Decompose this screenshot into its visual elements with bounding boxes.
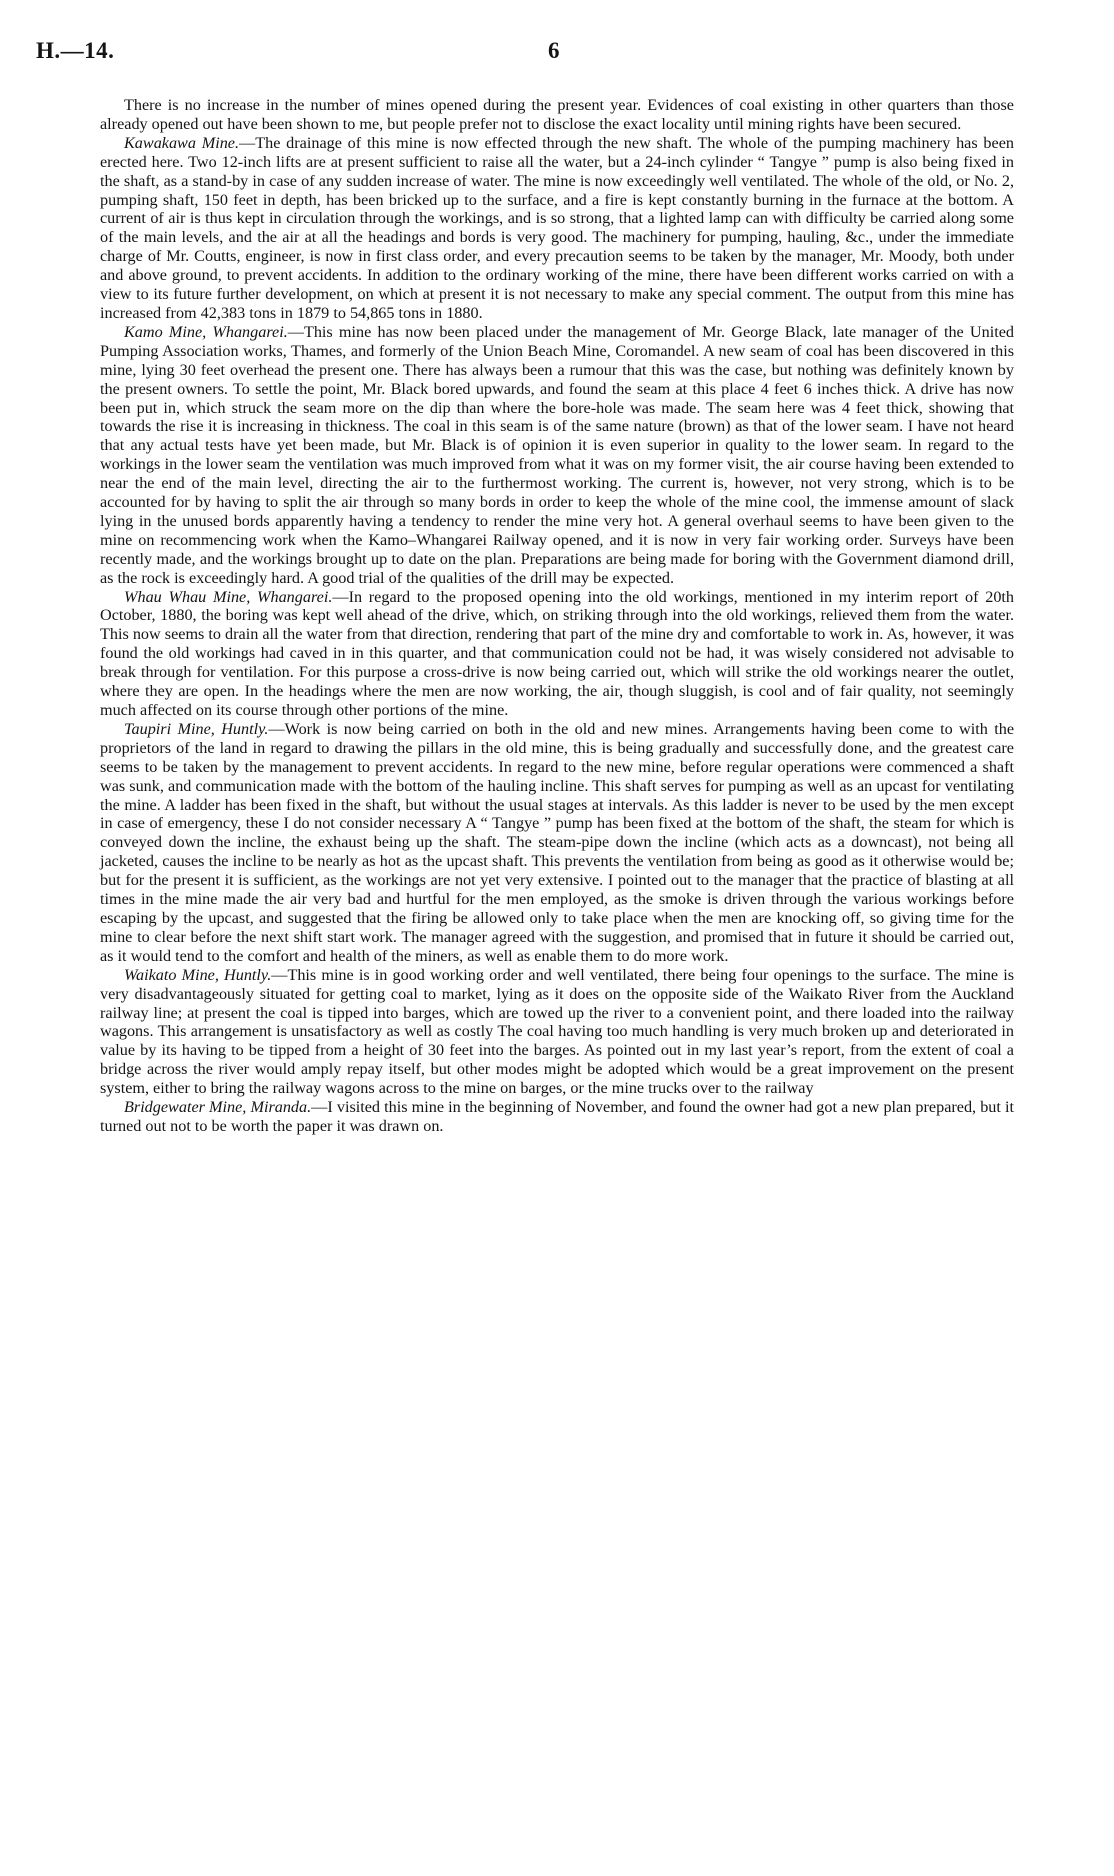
section-heading: Bridgewater Mine, Miranda. (124, 1098, 312, 1117)
paragraph-intro (100, 96, 1014, 134)
paragraph-text: —In regard to the proposed opening into the old workings, mentioned in my interim report of 20th October, 1880, the boring was kept well ahead of the drive, which, on striking through into the old workings, relieved them from the water. This now seems to drain all the water from that direction, rendering that part of the mine dry and comfortable to work in. As, however, it was found the old workings had caved in in this quarter, and that communication could not be had, it was wisely considered not advisable to break through for ventilation. For this purpose a cross-drive is now being carried out, which will strike the old workings nearer the outlet, where they are open. In the headings where the men are now working, the air, though sluggish, is cool and of fair quality, not seemingly much affected on its course through other portions of the mine. (100, 587, 1015, 719)
section-heading: Kamo Mine, Whangarei. (124, 322, 288, 341)
paragraph-taupiri-mine (100, 720, 1014, 966)
paragraph-text: —Work is now being carried on both in the old and new mines. Arrangements having been come to with the proprietors of the land in regard to drawing the pillars in the old mine, this is being gradually and successfully done, and the greatest care seems to be taken by the management to prevent accidents. In regard to the new mine, before regular operations were commenced a shaft was sunk, and communication made with the bottom of the hauling incline. This shaft serves for pumping as well as an upcast for ventilating the mine. A ladder has been fixed in the shaft, but without the usual stages at intervals. As this ladder is never to be used by the men except in case of emergency, these I do not consider necessary A “ Tangye ” pump has been fixed at the bottom of the shaft, the steam for which is conveyed down the incline, the exhaust being up the shaft. The steam-pipe down the incline (which acts as a downcast), not being all jacketed, causes the incline to be nearly as hot as the upcast shaft. This prevents the ventilation from being as good as it otherwise would be; but for the present it is sufficient, as the workings are not yet very extensive. I pointed out to the manager that the practice of blasting at all times in the mine made the air very bad and hurtful for the men employed, as the smoke is driven through the various workings before escaping by the upcast, and suggested that the firing be allowed only to take place when the men are knocking off, so giving time for the mine to clear before the next shift start work. The manager agreed with the suggestion, and promised that in future it should be carried out, as it would tend to the comfort and health of the miners, as well as enable them to do more work. (100, 719, 1015, 965)
paragraph-kawakawa-mine (100, 134, 1014, 323)
section-heading: Kawakawa Mine. (124, 133, 240, 152)
section-heading: Waikato Mine, Huntly. (124, 965, 272, 984)
paragraph-text: —This mine has now been placed under the management of Mr. George Black, late manager of the United Pumping Association works, Thames, and formerly of the Union Beach Mine, Coromandel. A new seam of coal has been discovered in this mine, lying 30 feet overhead the present one. There has always been a rumour that this was the case, but nothing was definitely known by the present owners. To settle the point, Mr. Black bored upwards, and found the seam at this place 4 feet 6 inches thick. A drive has now been put in, which struck the seam more on the dip than where the bore-hole was made. The seam here was 4 feet thick, showing that towards the rise it is increasing in thickness. The coal in this seam is of the same nature (brown) as that of the lower seam. I have not heard that any actual tests have yet been made, but Mr. Black is of opinion it is even superior in quality to the lower seam. In regard to the workings in the lower seam the ventilation was much improved from what it was on my former visit, the air course having been extended to near the end of the main level, directing the air to the furthermost working. The current is, however, not very strong, which is to be accounted for by having to split the air through so many bords in order to keep the whole of the mine cool, the immense amount of slack lying in the unused bords apparently having a tendency to render the mine very hot. A general overhaul seems to have been given to the mine on recommencing work when the Kamo–Whangarei Railway opened, and it is now in very fair working order. Surveys have been recently made, and the workings brought up to date on the plan. Preparations are being made for boring with the Government diamond drill, as the rock is exceedingly hard. A good trial of the qualities of the drill may be expected. (100, 322, 1014, 587)
paragraph-text: —This mine is in good working order and well ventilated, there being four openings to the surface. The mine is very disadvantageously situated for getting coal to market, lying as it does on the opposite side of the Waikato River from the Auckland railway line; at present the coal is tipped into barges, which are towed up the river to a convenient point, and there loaded into the railway wagons. This arrangement is unsatisfactory as well as costly The coal having too much handling is very much broken up and deteriorated in value by its having to be tipped from a height of 30 feet into the barges. As pointed out in my last year’s report, from the extent of coal a bridge across the river would amply repay itself, but other modes might be adopted which would be a great improvement on the present system, either to bring the railway wagons across to the mine on barges, or the mine trucks over to the railway (100, 965, 1014, 1098)
report-body (100, 96, 1014, 1136)
paragraph-whau-whau-mine (100, 588, 1014, 720)
paragraph-bridgewater-mine (100, 1098, 1014, 1136)
paragraph-text: —The drainage of this mine is now effected through the new shaft. The whole of the pumping machinery has been erected here. Two 12-inch lifts are at present sufficient to raise all the water, but a 24-inch cylinder “ Tangye ” pump is also being fixed in the shaft, as a stand-by in case of any sudden increase of water. The mine is now exceedingly well ventilated. The whole of the old, or No. 2, pumping shaft, 150 feet in depth, has been bricked up to the surface, and a fire is kept constantly burning in the furnace at the bottom. A current of air is thus kept in circulation through the workings, and is so strong, that a lighted lamp can with difficulty be carried along some of the main levels, and the air at all the headings and bords is very good. The machinery for pumping, hauling, &c., under the immediate charge of Mr. Coutts, engineer, is now in first class order, and every precaution seems to be taken by the manager, Mr. Moody, both under and above ground, to prevent accidents. In addition to the ordinary working of the mine, there have been different works carried on with a view to its future further development, on which at present it is not necessary to make any special comment. The output from this mine has increased from 42,383 tons in 1879 to 54,865 tons in 1880. (100, 133, 1014, 322)
paragraph-kamo-mine (100, 323, 1014, 588)
paragraph-text: There is no increase in the number of mines opened during the present year. Evidences of coal existing in other quarters than those already opened out have been shown to me, but people prefer not to disclose the exact locality until mining rights have been secured. (100, 96, 1014, 133)
section-heading: Taupiri Mine, Huntly. (124, 719, 269, 738)
paragraph-waikato-mine (100, 966, 1014, 1098)
section-heading: Whau Whau Mine, Whangarei. (124, 587, 333, 606)
page-header (36, 38, 1078, 68)
document-reference: H.—14. (36, 38, 115, 63)
page-number: 6 (548, 38, 560, 63)
paragraph-text: —I visited this mine in the beginning of November, and found the owner had got a new plan prepared, but it turned out not to be worth the paper it was drawn on. (100, 1098, 1014, 1135)
